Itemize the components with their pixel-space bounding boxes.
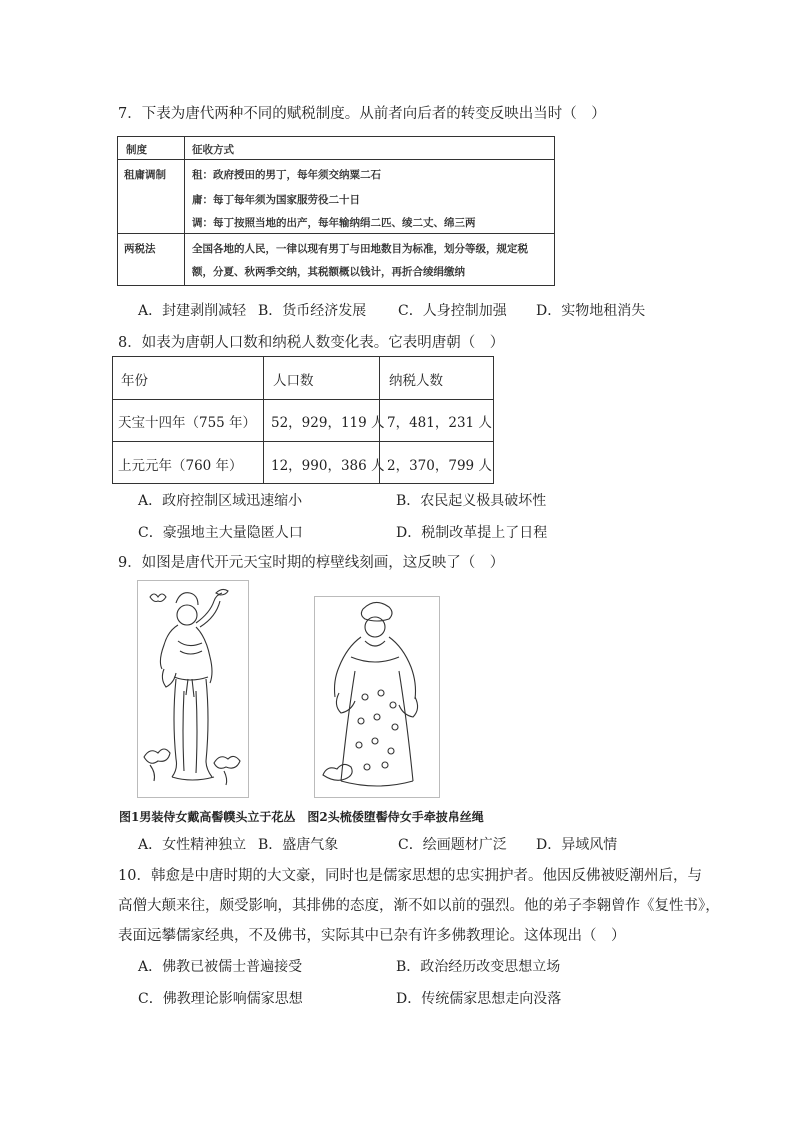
- q7-header-system: 制度: [126, 144, 147, 156]
- q9-option-d[interactable]: D．异域风情: [536, 837, 618, 853]
- q10-option-b[interactable]: B．政治经历改变思想立场: [396, 959, 561, 975]
- q9-option-a[interactable]: A．女性精神独立: [138, 837, 247, 853]
- q7-option-d[interactable]: D．实物地租消失: [536, 303, 646, 319]
- q8-row1-year: 天宝十四年（755 年）: [118, 415, 257, 431]
- q8-option-a[interactable]: A．政府控制区域迅速缩小: [138, 493, 303, 509]
- figure-1-line-engraving: [137, 580, 249, 798]
- q8-row2-taxpayers: 2，370，799 人: [387, 458, 492, 474]
- q10-line-2: 高僧大颠来往，颇受影响，其排佛的态度，渐不如以前的强烈。他的弟子李翱曾作《复性书》，: [118, 898, 720, 914]
- q8-header-year: 年份: [121, 373, 148, 389]
- q8-header-population: 人口数: [273, 373, 314, 389]
- q7-header-method: 征收方式: [192, 144, 234, 156]
- q7-option-a[interactable]: A．封建剥削减轻: [138, 303, 247, 319]
- q8-header-taxpayers: 纳税人数: [389, 373, 443, 389]
- q8-option-d[interactable]: D．税制改革提上了日程: [396, 525, 548, 541]
- q9-option-b[interactable]: B．盛唐气象: [258, 837, 339, 853]
- q9-option-c[interactable]: C．绘画题材广泛: [398, 837, 507, 853]
- q7-liangshui-line-2: 额，分夏、秋两季交纳，其税额概以钱计，再折合绫绢缴纳: [192, 266, 465, 278]
- q7-zu-line: 租：政府授田的男丁，每年须交纳粟二石: [192, 169, 381, 181]
- q9-figure-caption: 图1男装侍女戴高髻幞头立于花丛 图2头梳倭堕髻侍女手牵披帛丝绳: [119, 810, 484, 824]
- q7-zuyongdiao-name: 租庸调制: [124, 169, 166, 181]
- q7-stem: 7．下表为唐代两种不同的赋税制度。从前者向后者的转变反映出当时（ ）: [118, 106, 606, 122]
- q10-option-c[interactable]: C．佛教理论影响儒家思想: [138, 991, 303, 1007]
- q7-option-c[interactable]: C．人身控制加强: [398, 303, 507, 319]
- q8-row2-year: 上元元年（760 年）: [118, 458, 243, 474]
- q8-stem: 8．如表为唐朝人口数和纳税人数变化表。它表明唐朝（ ）: [118, 335, 505, 351]
- q8-option-b[interactable]: B．农民起义极具破坏性: [396, 493, 547, 509]
- q10-line-3: 表面远攀儒家经典，不及佛书，实际其中已杂有许多佛教理论。这体现出（ ）: [118, 928, 626, 944]
- q10-option-a[interactable]: A．佛教已被儒士普遍接受: [138, 959, 303, 975]
- q7-yong-line: 庸：每丁每年须为国家服劳役二十日: [192, 194, 360, 206]
- q7-liangshui-line-1: 全国各地的人民，一律以现有男丁与田地数目为标准，划分等级，规定税: [192, 243, 528, 255]
- q8-population-table: [112, 356, 494, 484]
- q8-row2-population: 12，990，386 人: [271, 458, 385, 474]
- q10-line-1: 10．韩愈是中唐时期的大文豪，同时也是儒家思想的忠实拥护者。他因反佛被贬潮州后，与: [118, 868, 702, 884]
- figure-2-line-engraving: [314, 596, 440, 798]
- q7-tax-table: [117, 136, 555, 286]
- q7-liangshuifa-name: 两税法: [124, 243, 156, 255]
- q9-stem: 9．如图是唐代开元天宝时期的椁壁线刻画，这反映了（ ）: [118, 555, 505, 571]
- q7-diao-line: 调：每丁按照当地的出产，每年输纳绢二匹、绫二丈、绵三两: [192, 217, 476, 229]
- q8-row1-population: 52，929，119 人: [271, 415, 385, 431]
- q8-row1-taxpayers: 7，481，231 人: [387, 415, 492, 431]
- q10-option-d[interactable]: D．传统儒家思想走向没落: [396, 991, 562, 1007]
- q8-option-c[interactable]: C．豪强地主大量隐匿人口: [138, 525, 303, 541]
- q7-option-b[interactable]: B．货币经济发展: [258, 303, 367, 319]
